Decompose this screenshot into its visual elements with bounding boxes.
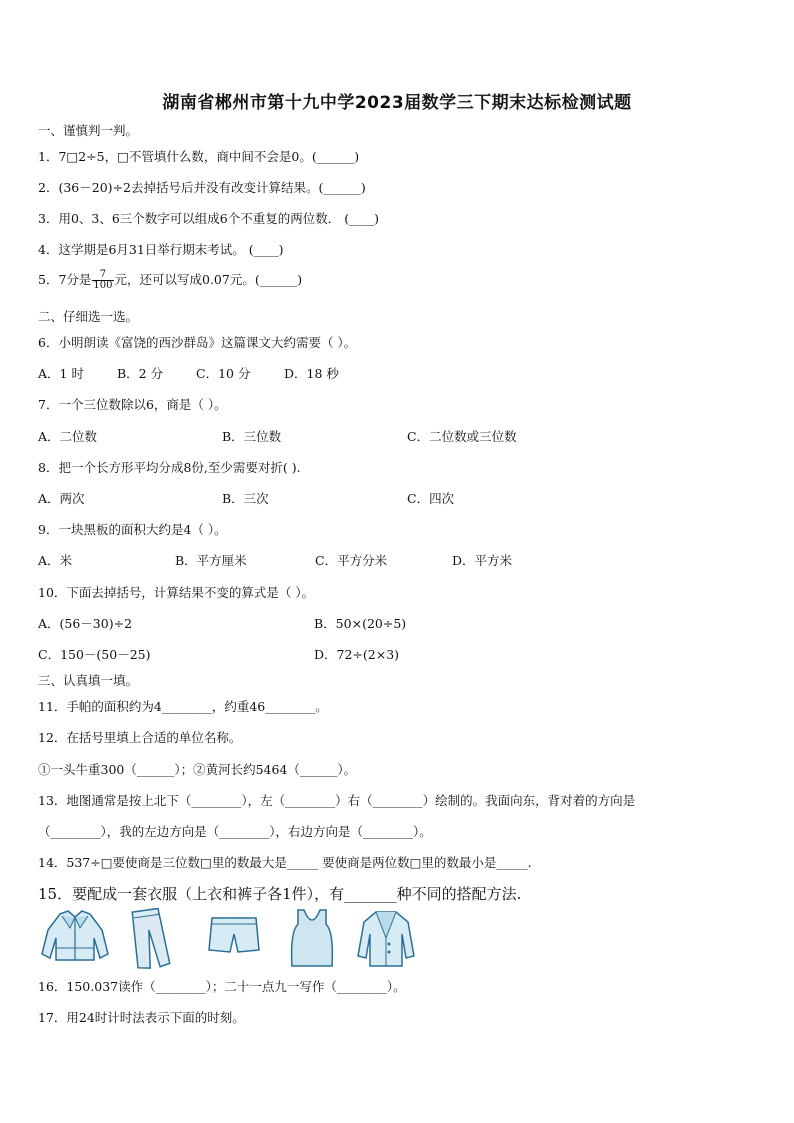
option-8c: C．四次 xyxy=(407,491,455,506)
option-10c: C．150－(50－25) xyxy=(38,647,151,662)
question-5 xyxy=(38,270,302,291)
pants-icon xyxy=(126,908,172,970)
shorts-icon xyxy=(206,908,262,956)
fraction-denominator: 100 xyxy=(93,280,113,291)
question-17: 17．用24时计时法表示下面的时刻。 xyxy=(38,1010,245,1025)
option-6b: B．2 分 xyxy=(117,366,164,381)
question-14: 14．537÷□要使商是三位数□里的数最大是_____ 要使商是两位数□里的数最小是_____. xyxy=(38,855,532,870)
question-9: 9．一块黑板的面积大约是4（ ）。 xyxy=(38,522,227,537)
option-8a: A．两次 xyxy=(38,491,85,506)
fraction xyxy=(92,270,113,291)
option-10b: B．50×(20÷5) xyxy=(314,616,407,631)
option-9b: B．平方厘米 xyxy=(175,553,247,568)
question-11: 11．手帕的面积约为4________，约重46________。 xyxy=(38,699,328,714)
coat-icon xyxy=(356,908,416,968)
question-4: 4．这学期是6月31日举行期末考试。 (____) xyxy=(38,242,284,257)
question-7: 7．一个三位数除以6，商是（ ）。 xyxy=(38,397,227,412)
section-heading-2: 二、仔细选一选。 xyxy=(38,309,139,324)
question-16: 16．150.037读作（________）；二十一点九一写作（________）。 xyxy=(38,979,406,994)
question-13-line1: 13．地图通常是按上北下（________），左（________）右（________）绘制的。我面向东，背对着的方向是 xyxy=(38,793,636,808)
question-15: 15．要配成一套衣服（上衣和裤子各1件），有_______种不同的搭配方法. xyxy=(38,885,522,903)
question-10: 10．下面去掉括号，计算结果不变的算式是（ ）。 xyxy=(38,585,315,600)
option-8b: B．三次 xyxy=(222,491,269,506)
option-7b: B．三位数 xyxy=(222,429,282,444)
question-5-post: 元，还可以写成0.07元。(______) xyxy=(114,272,303,287)
section-heading-3: 三、认真填一填。 xyxy=(38,673,139,688)
option-9a: A．米 xyxy=(38,553,73,568)
question-1: 1．7□2÷5，□不管填什么数，商中间不会是0。(______) xyxy=(38,149,360,164)
section-heading-1: 一、谨慎判一判。 xyxy=(38,123,139,138)
question-5-pre: 5．7分是 xyxy=(38,272,92,287)
question-12-items: ①一头牛重300（______）；②黄河长约5464（______）。 xyxy=(38,762,357,777)
page-title: 湖南省郴州市第十九中学2023届数学三下期末达标检测试题 xyxy=(162,93,632,113)
option-6c: C．10 分 xyxy=(196,366,251,381)
question-12: 12．在括号里填上合适的单位名称。 xyxy=(38,730,242,745)
question-3: 3．用0、3、6三个数字可以组成6个不重复的两位数． (____) xyxy=(38,211,379,226)
fraction-numerator: 7 xyxy=(92,270,113,281)
option-7a: A．二位数 xyxy=(38,429,98,444)
question-13-line2: （________），我的左边方向是（________），右边方向是（________）。 xyxy=(38,824,432,839)
option-9d: D．平方米 xyxy=(452,553,513,568)
question-8: 8．把一个长方形平均分成8份,至少需要对折( ). xyxy=(38,460,301,475)
option-9c: C．平方分米 xyxy=(315,553,388,568)
option-10d: D．72÷(2×3) xyxy=(314,647,400,662)
tank-top-icon xyxy=(286,908,338,968)
jacket-icon xyxy=(40,908,110,966)
question-6: 6．小明朗读《富饶的西沙群岛》这篇课文大约需要（ ）。 xyxy=(38,335,357,350)
option-7c: C．二位数或三位数 xyxy=(407,429,517,444)
option-10a: A．(56－30)÷2 xyxy=(38,616,133,631)
option-6a: A．1 时 xyxy=(38,366,84,381)
option-6d: D．18 秒 xyxy=(284,366,339,381)
question-2: 2．(36－20)÷2去掉括号后并没有改变计算结果。(______) xyxy=(38,180,366,195)
